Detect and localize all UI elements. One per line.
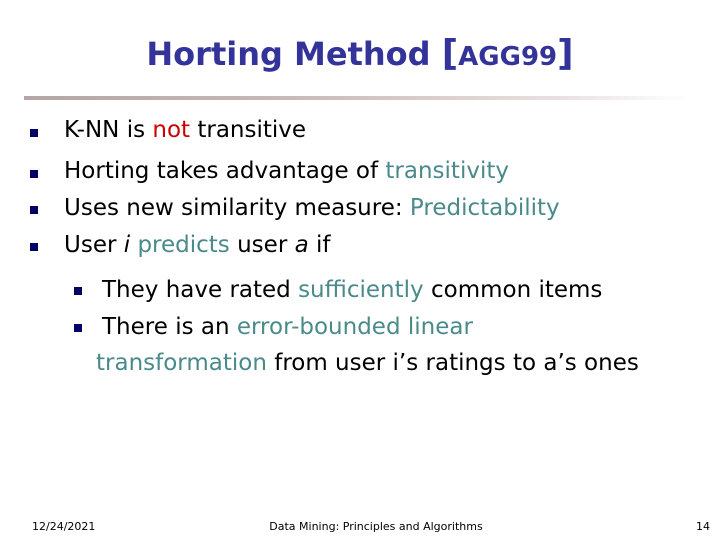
slide-title (0, 30, 720, 81)
bullet-italic: i (123, 232, 131, 258)
bullet-italic: a (294, 232, 309, 258)
bullet-emphasis: Predictability (409, 195, 560, 221)
bullet-text: Horting takes advantage of (64, 158, 386, 184)
bullet-emphasis: sufficiently (298, 277, 424, 303)
title-open-bracket: [ (441, 33, 459, 74)
bullet-item (64, 227, 331, 263)
bullet-text: K-NN is (64, 117, 153, 143)
sub-bullet-item (102, 272, 602, 308)
bullet-item (64, 153, 509, 189)
title-divider (24, 96, 688, 100)
bullet-square-icon (30, 206, 38, 214)
bullet-square-icon (30, 243, 38, 251)
sub-bullet-square-icon (74, 287, 82, 295)
footer-title: Data Mining: Principles and Algorithms (269, 520, 483, 533)
sub-bullet-continuation (96, 345, 639, 381)
bullet-emphasis: transformation (96, 350, 267, 376)
bullet-text: user (229, 232, 295, 258)
bullet-text: They have rated (102, 277, 299, 303)
sub-bullet-item (102, 309, 473, 345)
bullet-text: from user i’s ratings to a’s ones (266, 350, 639, 376)
bullet-emphasis: transitivity (385, 158, 509, 184)
sub-bullet-square-icon (74, 324, 82, 332)
bullet-text: transitive (190, 117, 307, 143)
footer-date: 12/24/2021 (32, 520, 96, 533)
bullet-text: There is an (102, 314, 237, 340)
bullet-emphasis: not (152, 117, 191, 143)
title-citation: AGG99 (458, 42, 558, 72)
bullet-square-icon (30, 129, 38, 137)
bullet-item (64, 112, 306, 148)
bullet-item (64, 190, 560, 226)
bullet-square-icon (30, 170, 38, 178)
footer-page-number: 14 (696, 520, 710, 533)
bullet-text: if (308, 232, 331, 258)
bullet-text: User (64, 232, 124, 258)
title-main: Horting Method (146, 35, 442, 73)
title-close-bracket: ] (557, 33, 574, 74)
bullet-emphasis: error-bounded linear (236, 314, 473, 340)
bullet-text: Uses new similarity measure: (64, 195, 410, 221)
bullet-emphasis: predicts (137, 232, 230, 258)
bullet-text: common items (423, 277, 603, 303)
